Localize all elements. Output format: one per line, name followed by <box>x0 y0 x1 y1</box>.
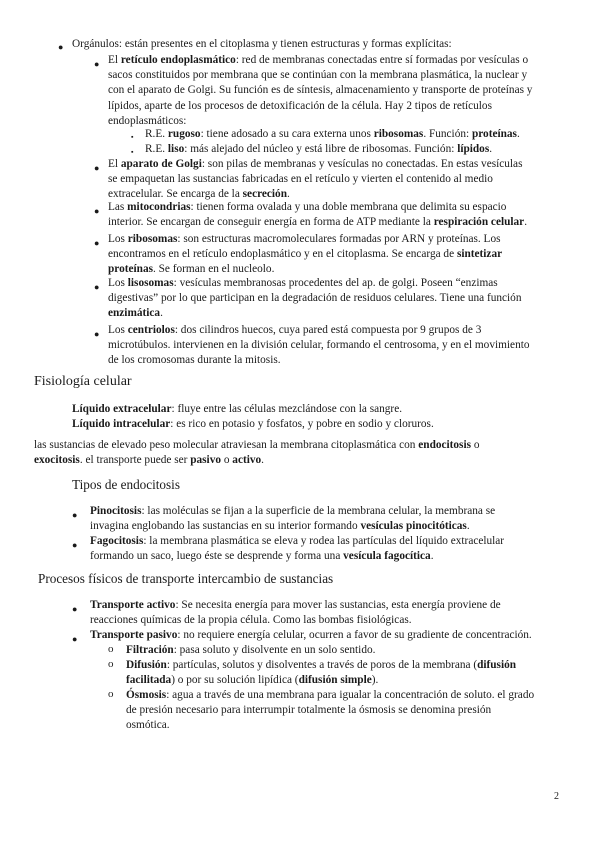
bullet-icon: ● <box>94 282 100 292</box>
centriolos-item: Los centriolos: dos cilindros huecos, cuya pared está compuesta por 9 grupos de 3 microtúbulos. intervienen en la división celular, formando el centrosoma, y en el movimiento de los cromosomas durante la mitosis. <box>108 324 530 367</box>
section-heading-fisiologia: Fisiología celular <box>34 374 132 389</box>
bullet-icon: ● <box>72 604 78 614</box>
ribosomas-item: Los ribosomas: son estructuras macromoleculares formadas por ARN y proteínas. Los encontramos en el retículo endoplasmático y en el citoplasma. Se encarga de sintetizar proteínas. Se forman en el nucleolo. <box>108 233 503 276</box>
bullet-icon: ● <box>58 42 64 52</box>
difusion-item: Difusión: partículas, solutos y disolventes a través de poros de la membrana (difusión facilitada) o por su solución lipídica (difusión simple). <box>126 659 517 687</box>
transporte-pasivo-item: Transporte pasivo: no requiere energía celular, ocurren a favor de su gradiente de concentración. <box>90 629 532 641</box>
organelles-intro: Orgánulos: están presentes en el citoplasma y tienen estructuras y formas explícitas: <box>72 38 452 50</box>
bullet-icon: ● <box>72 634 78 644</box>
page-number: 2 <box>554 791 559 802</box>
liquido-intracelular: Líquido intracelular: es rico en potasio y fosfatos, y pobre en sodio y cloruros. <box>72 418 434 430</box>
filtracion-item: Filtración: pasa soluto y disolvente en un solo sentido. <box>126 644 376 656</box>
circle-bullet-icon: o <box>108 658 114 670</box>
liquido-extracelular: Líquido extracelular: fluye entre las células mezclándose con la sangre. <box>72 403 403 415</box>
square-bullet-icon: ▪ <box>131 133 134 141</box>
circle-bullet-icon: o <box>108 688 114 700</box>
bullet-icon: ● <box>72 540 78 550</box>
golgi-item: El aparato de Golgi: son pilas de membranas y vesículas no conectadas. En estas vesículas se empaquetan las sustancias fabricadas en el retículo y vierten el contenido al medio extracelular. Se encarga de la secreción. <box>108 158 523 201</box>
transport-paragraph: las sustancias de elevado peso molecular atraviesan la membrana citoplasmática con endocitosis o exocitosis. el transporte puede ser pasivo o activo. <box>34 439 480 467</box>
reticulo-rugoso: R.E. rugoso: tiene adosado a su cara externa unos ribosomas. Función: proteínas. <box>145 128 520 140</box>
bullet-icon: ● <box>94 206 100 216</box>
lisosomas-item: Los lisosomas: vesículas membranosas procedentes del ap. de golgi. Poseen “enzimas digestivas” por lo que participan en la degradación de residuos celulares. Tiene una función enzimática. <box>108 277 522 320</box>
bullet-icon: ● <box>94 238 100 248</box>
mitocondrias-item: Las mitocondrias: tienen forma ovalada y una doble membrana que delimita su espacio interior. Se encargan de conseguir energía en forma de ATP mediante la respiración celular. <box>108 201 528 229</box>
osmosis-item: Ósmosis: agua a través de una membrana para igualar la concentración de soluto. el grado de presión necesario para interrumpir totalmente la ósmosis se denomina presión osmótica. <box>126 689 535 732</box>
transporte-activo-item: Transporte activo: Se necesita energía para mover las sustancias, esta energía proviene de reacciones químicas de la propia célula. Como las bombas fisiológicas. <box>90 599 501 627</box>
fagocitosis-item: Fagocitosis: la membrana plasmática se eleva y rodea las partículas del líquido extracelular formando un saco, luego éste se desprende y forma una vesícula fagocítica. <box>90 535 505 563</box>
reticulo-item: El retículo endoplasmático: red de membranas conectadas entre sí formadas por vesículas o sacos constituidos por membrana que se continúan con la membrana plasmática, la nuclear y con el aparato de Golgi. Su función es de síntesis, almacenamiento y transporte de proteínas y lípidos, aparte de los procesos de detoxificación de la célula. Hay 2 tipos de retículos endoplasmáticos: <box>108 54 533 127</box>
bullet-icon: ● <box>94 329 100 339</box>
bullet-icon: ● <box>94 163 100 173</box>
section-heading-procesos: Procesos físicos de transporte intercambio de sustancias <box>38 571 334 586</box>
pinocitosis-item: Pinocitosis: las moléculas se fijan a la superficie de la membrana celular, la membrana se invagina englobando las sustancias en su interior formando vesículas pinocitóticas. <box>90 505 496 533</box>
bullet-icon: ● <box>94 59 100 69</box>
bullet-icon: ● <box>72 510 78 520</box>
square-bullet-icon: ▪ <box>131 148 134 156</box>
circle-bullet-icon: o <box>108 643 114 655</box>
reticulo-liso: R.E. liso: más alejado del núcleo y está libre de ribosomas. Función: lípidos. <box>145 143 493 155</box>
section-heading-endocitosis: Tipos de endocitosis <box>72 477 180 492</box>
